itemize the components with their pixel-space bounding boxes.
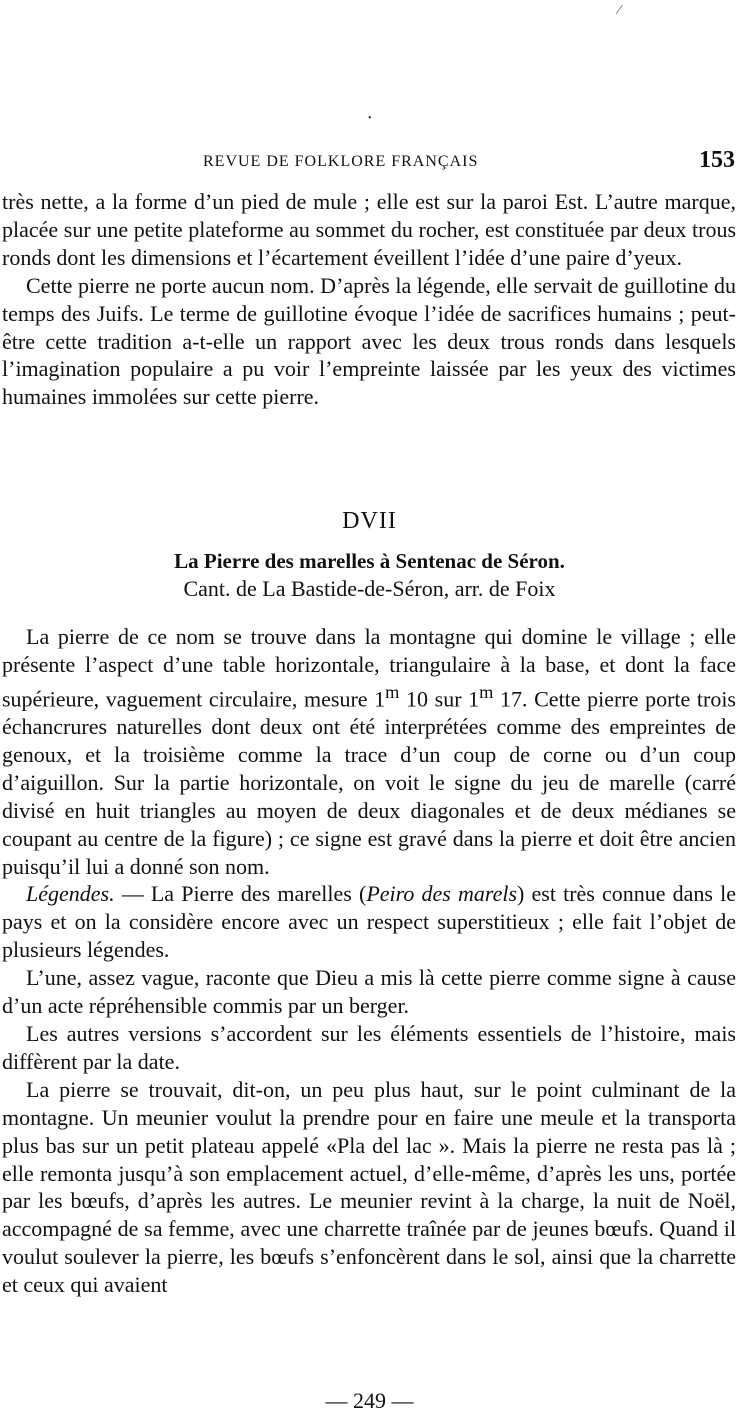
header-page-number: 153 [699,147,735,173]
paragraph-first-legend: L’une, assez vague, raconte que Dieu a mis là cette pierre comme signe à cause d’un acte répréhensible commis par un berger. [2,965,736,1019]
description-text-end: 17. Cette pierre porte trois échancrures naturelles dont deux ont été interprétées comme des empreintes de genoux, et la troisième comme la trace d’un coup de corne ou d’un coup d’aiguillon. Sur la partie horizontale, on voit le signe du jeu de marelle (carré divisé en huit triangles au moyen de deux diagonales et de deux médianes se coupant au centre de la figure) ; ce signe est gravé dans la pierre et doit être ancien puisqu’il lui a donné son nom. [2,686,736,879]
scan-mark-top-right: ⁄ [618,3,621,18]
paragraph-miller-story: La pierre se trouvait, dit-on, un peu plus haut, sur le point culminant de la montagne. Un meunier voulut la prendre pour en faire une meule et la transporta plus bas sur un petit plateau appelé «Pla del lac ». Mais la pierre ne resta pas là ; elle remonta jusqu’à son emplacement actuel, d’elle-même, d’après les uns, portée par les bœufs, d’après les autres. Le meunier revint à la charge, la nuit de Noël, accompagné de sa femme, avec une charrette traînée par de jeunes bœufs. Quand il voulut soulever la pierre, les bœufs s’enfoncèrent dans le sol, ainsi que la charrette et ceux qui avaient [2,1076,736,1298]
running-header [0,147,739,177]
legendes-dash: — La Pierre des marelles ( [114,881,367,907]
paragraph-legend-guillotine: Cette pierre ne porte aucun nom. D’après la légende, elle servait de guillotine du temps des Juifs. Le terme de guillotine évoque l’idée de sacrifices humains ; peut-être cette tradition a-t-elle un rapport avec les deux trous ronds dans lesquels l’imagination populaire a pu voir l’empreinte laissée par les yeux des victimes humaines immolées sur cette pierre. [2,272,736,410]
paragraph-legendes [2,880,736,964]
description-text-mid: 10 sur 1 [399,686,480,712]
journal-title: REVUE DE FOLKLORE FRANÇAIS [203,153,479,170]
unit-superscript: m [479,681,494,702]
scan-dot: • [368,113,372,124]
legendes-text: ) est très connue dans le pays et on la considère encore avec un respect superstitieux ; elle fait l’objet de plusieurs légendes. [2,881,736,963]
paragraph-continuation: très nette, a la forme d’un pied de mule ; elle est sur la paroi Est. L’autre marque, placée sur une petite plateforme au sommet du rocher, est constituée par deux trous ronds dont les dimensions et l’écartement éveillent l’idée d’une paire d’yeux. [2,189,736,270]
page-footer-number: — 249 — [325,1388,414,1413]
occitan-name: Peiro des marels [366,881,518,907]
body-text-main [2,623,736,1299]
section-title: La Pierre des marelles à Sentenac de Séron. [174,549,565,573]
description-text-start: La pierre de ce nom se trouve dans la montagne qui domine le village ; elle présente l’aspect d’une table horizontale, triangulaire à la base, et dont la face supérieure, vaguement circulaire, mesure 1 [2,624,736,712]
section-number: DVII [342,508,397,534]
paragraph-other-versions: Les autres versions s’accordent sur les éléments essentiels de l’histoire, mais diffèrent par la date. [2,1021,736,1074]
body-text-top [2,188,736,411]
paragraph-description [2,623,736,880]
section-subtitle: Cant. de La Bastide-de-Séron, arr. de Foix [183,576,556,601]
unit-superscript: m [385,681,400,702]
legendes-label: Légendes. [26,881,115,907]
